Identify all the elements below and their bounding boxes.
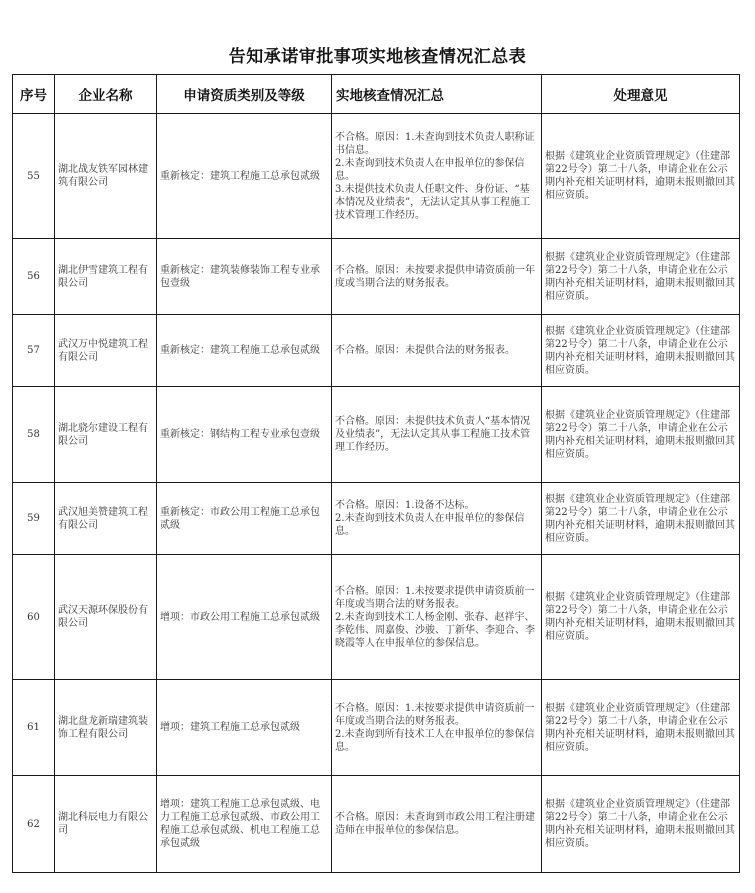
inspection-summary-table	[12, 74, 740, 873]
row-company: 湖北盘龙新瑞建筑装饰工程有限公司	[55, 680, 157, 776]
row-summary: 不合格。原因：未查询到市政公用工程注册建造师在申报单位的参保信息。	[332, 776, 542, 873]
row-seq: 59	[13, 483, 55, 555]
table-header-row	[13, 75, 740, 114]
row-summary: 不合格。原因：1.未查询到技术负责人职称证书信息。 2.未查询到技术负责人在申报单位的参保信息。 3.未提供技术负责人任职文件、身份证、“基本情况及业绩表”，无法认定其从事工程施工技术管理工作经历。	[332, 114, 542, 239]
row-seq: 56	[13, 239, 55, 315]
row-seq: 62	[13, 776, 55, 873]
row-opinion: 根据《建筑业企业资质管理规定》（住建部第22号令）第二十八条，申请企业在公示期内补充相关证明材料，逾期未报则撤回其相应资质。	[542, 680, 740, 776]
row-category: 重新核定：建筑工程施工总承包贰级	[157, 114, 332, 239]
row-company: 武汉天源环保股份有限公司	[55, 555, 157, 680]
row-category: 增项：建筑工程施工总承包贰级、电力工程施工总承包贰级、市政公用工程施工总承包贰级、机电工程施工总承包贰级	[157, 776, 332, 873]
table-row	[13, 239, 740, 315]
row-company: 武汉万中悦建筑工程有限公司	[55, 315, 157, 387]
row-opinion: 根据《建筑业企业资质管理规定》（住建部第22号令）第二十八条，申请企业在公示期内补充相关证明材料，逾期未报则撤回其相应资质。	[542, 114, 740, 239]
row-seq: 57	[13, 315, 55, 387]
row-opinion: 根据《建筑业企业资质管理规定》（住建部第22号令）第二十八条，申请企业在公示期内补充相关证明材料，逾期未报则撤回其相应资质。	[542, 483, 740, 555]
table-row	[13, 387, 740, 483]
row-category: 重新核定：建筑装修装饰工程专业承包壹级	[157, 239, 332, 315]
row-summary: 不合格。原因：未按要求提供申请资质前一年度或当期合法的财务报表。	[332, 239, 542, 315]
row-opinion: 根据《建筑业企业资质管理规定》（住建部第22号令）第二十八条，申请企业在公示期内补充相关证明材料，逾期未报则撤回其相应资质。	[542, 239, 740, 315]
row-seq: 55	[13, 114, 55, 239]
header-seq: 序号	[13, 75, 55, 114]
row-summary: 不合格。原因：1.未按要求提供申请资质前一年度或当期合法的财务报表。 2.未查询到技术工人杨金刚、张春、赵祥宇、李乾伟、周嘉俊、沙骏、丁新华、李迎合、李晓霞等人在申报单位的参保信息。	[332, 555, 542, 680]
header-opinion: 处理意见	[542, 75, 740, 114]
table-row	[13, 776, 740, 873]
header-summary: 实地核查情况汇总	[332, 75, 542, 114]
row-company: 湖北战友铁军园林建筑有限公司	[55, 114, 157, 239]
row-seq: 60	[13, 555, 55, 680]
table-row	[13, 680, 740, 776]
table-row	[13, 555, 740, 680]
row-company: 湖北伊雪建筑工程有限公司	[55, 239, 157, 315]
row-summary: 不合格。原因：1.未按要求提供申请资质前一年度或当期合法的财务报表。 2.未查询到所有技术工人在申报单位的参保信息。	[332, 680, 542, 776]
table-row	[13, 114, 740, 239]
row-company: 湖北科辰电力有限公司	[55, 776, 157, 873]
row-category: 增项：建筑工程施工总承包贰级	[157, 680, 332, 776]
row-summary: 不合格。原因：未提供合法的财务报表。	[332, 315, 542, 387]
row-category: 重新核定：建筑工程施工总承包贰级	[157, 315, 332, 387]
row-summary: 不合格。原因：1.设备不达标。 2.未查询到技术负责人在申报单位的参保信息。	[332, 483, 542, 555]
row-company: 湖北骁尔建设工程有限公司	[55, 387, 157, 483]
header-category: 申请资质类别及等级	[157, 75, 332, 114]
row-opinion: 根据《建筑业企业资质管理规定》（住建部第22号令）第二十八条，申请企业在公示期内补充相关证明材料，逾期未报则撤回其相应资质。	[542, 555, 740, 680]
row-category: 重新核定：市政公用工程施工总承包贰级	[157, 483, 332, 555]
row-opinion: 根据《建筑业企业资质管理规定》（住建部第22号令）第二十八条，申请企业在公示期内补充相关证明材料，逾期未报则撤回其相应资质。	[542, 387, 740, 483]
row-summary: 不合格。原因：未提供技术负责人“基本情况及业绩表”，无法认定其从事工程施工技术管理工作经历。	[332, 387, 542, 483]
header-company: 企业名称	[55, 75, 157, 114]
row-opinion: 根据《建筑业企业资质管理规定》（住建部第22号令）第二十八条，申请企业在公示期内补充相关证明材料，逾期未报则撤回其相应资质。	[542, 315, 740, 387]
row-company: 武汉旭美赞建筑工程有限公司	[55, 483, 157, 555]
table-row	[13, 483, 740, 555]
row-category: 增项：市政公用工程施工总承包贰级	[157, 555, 332, 680]
row-opinion: 根据《建筑业企业资质管理规定》（住建部第22号令）第二十八条，申请企业在公示期内补充相关证明材料，逾期未报则撤回其相应资质。	[542, 776, 740, 873]
row-seq: 61	[13, 680, 55, 776]
document-title: 告知承诺审批事项实地核查情况汇总表	[228, 47, 527, 67]
row-seq: 58	[13, 387, 55, 483]
row-category: 重新核定：钢结构工程专业承包壹级	[157, 387, 332, 483]
table-row	[13, 315, 740, 387]
